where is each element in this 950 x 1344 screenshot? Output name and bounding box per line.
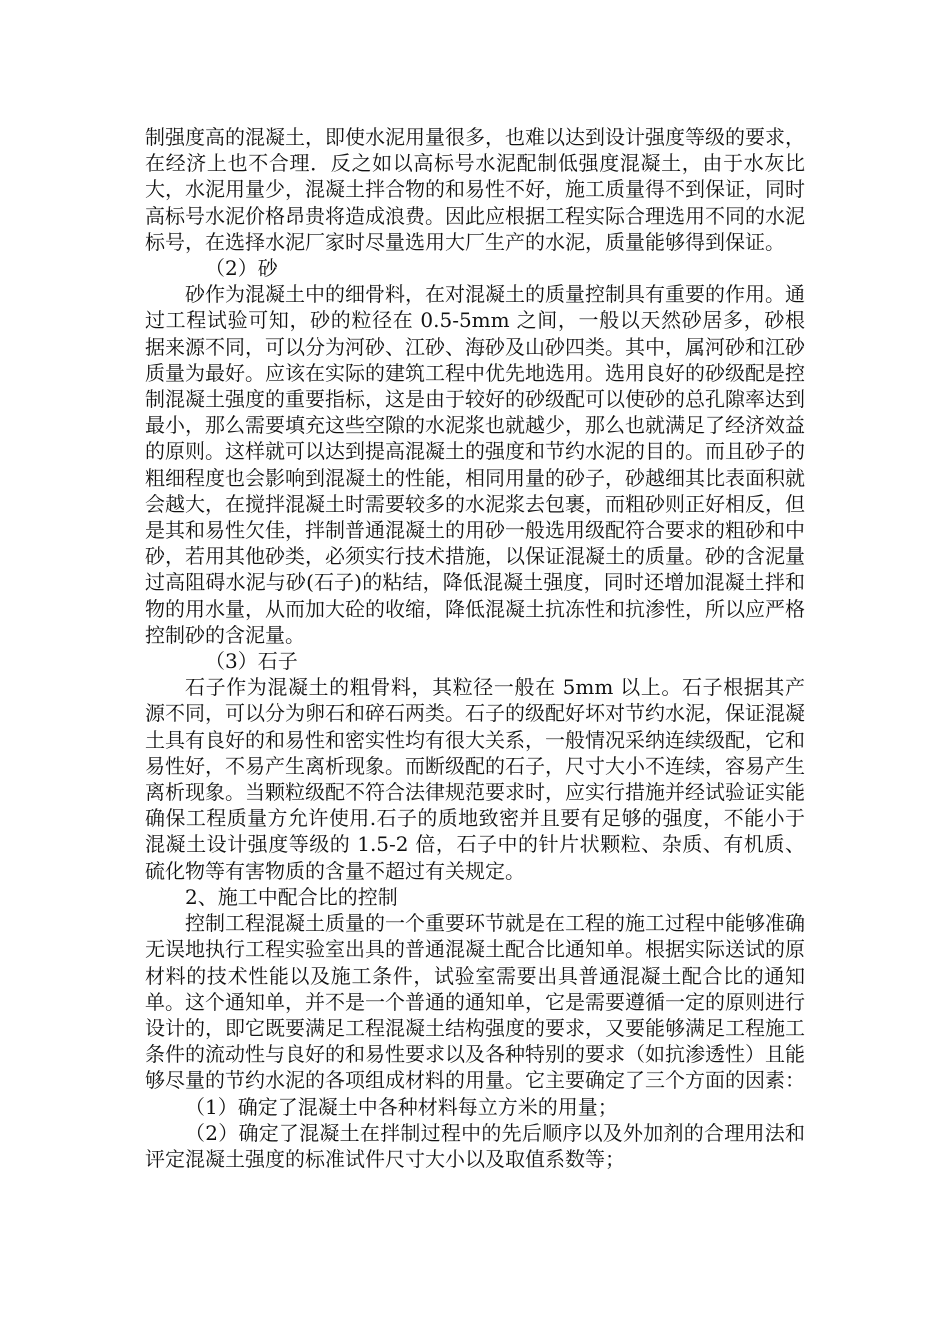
document-body (145, 124, 805, 1172)
paragraph-gravel: 石子作为混凝土的粗骨料，其粒径一般在 5mm 以上。石子根据其产源不同，可以分为卵石和碎石两类。石子的级配好坏对节约水泥，保证混凝土具有良好的和易性和密实性均有很大关系，一般情况采纳连续级配，它和易性好，不易产生离析现象。而断级配的石子，尺寸大小不连续，容易产生离析现象。当颗粒级配不符合法律规范要求时，应实行措施并经试验证实能确保工程质量方允许使用.石子的质地致密并且要有足够的强度，不能小于混凝土设计强度等级的 1.5-2 倍，石子中的针片状颗粒、杂质、有机质、硫化物等有害物质的含量不超过有关规定。 (145, 675, 805, 883)
paragraph-cement-continuation: 制强度高的混凝土，即使水泥用量很多，也难以达到设计强度等级的要求，在经济上也不合理．反之如以高标号水泥配制低强度混凝土，由于水灰比大，水泥用量少，混凝土拌合物的和易性不好，施工质量得不到保证，同时高标号水泥价格昂贵将造成浪费。因此应根据工程实际合理选用不同的水泥标号，在选择水泥厂家时尽量选用大厂生产的水泥，质量能够得到保证。 (145, 125, 805, 254)
paragraph-sand: 砂作为混凝土中的细骨料，在对混凝土的质量控制具有重要的作用。通过工程试验可知，砂的粒径在 0.5-5mm 之间，一般以天然砂居多，砂根据来源不同，可以分为河砂、江砂、海砂及山砂四类。其中，属河砂和江砂质量为最好。应该在实际的建筑工程中优先地选用。选用良好的砂级配是控制混凝土强度的重要指标，这是由于较好的砂级配可以使砂的总孔隙率达到最小，那么需要填充这些空隙的水泥浆也就越少，那么也就满足了经济效益的原则。这样就可以达到提高混凝土的强度和节约水泥的目的。而且砂子的粗细程度也会影响到混凝土的性能，相同用量的砂子，砂越细其比表面积就会越大，在搅拌混凝土时需要较多的水泥浆去包裹，而粗砂则正好相反，但是其和易性欠佳，拌制普通混凝土的用砂一般选用级配符合要求的粗砂和中砂，若用其他砂类，必须实行技术措施，以保证混凝土的质量。砂的含泥量过高阻碍水泥与砂(石子)的粘结，降低混凝土强度，同时还增加混凝土拌和物的用水量，从而加大砼的收缩，降低混凝土抗冻性和抗渗性，所以应严格控制砂的含泥量。 (145, 282, 805, 647)
paragraph-mix-ratio: 控制工程混凝土质量的一个重要环节就是在工程的施工过程中能够准确无误地执行工程实验室出具的普通混凝土配合比通知单。根据实际送试的原材料的技术性能以及施工条件，试验室需要出具普通混凝土配合比的通知单。这个通知单，并不是一个普通的通知单，它是需要遵循一定的原则进行设计的，即它既要满足工程混凝土结构强度的要求，又要能够满足工程施工条件的流动性与良好的和易性要求以及各种特别的要求（如抗渗透性）且能够尽量的节约水泥的各项组成材料的用量。它主要确定了三个方面的因素： (145, 911, 805, 1093)
sub-heading-sand: （2）砂 (205, 256, 278, 281)
section-heading-mix-ratio-control: 2、施工中配合比的控制 (185, 884, 398, 909)
list-item-1: （1）确定了混凝土中各种材料每立方米的用量； (185, 1094, 618, 1119)
list-item-2: （2）确定了混凝土在拌制过程中的先后顺序以及外加剂的合理用法和评定混凝土强度的标准试件尺寸大小以及取值系数等； (145, 1120, 805, 1171)
sub-heading-gravel: （3）石子 (205, 649, 298, 674)
